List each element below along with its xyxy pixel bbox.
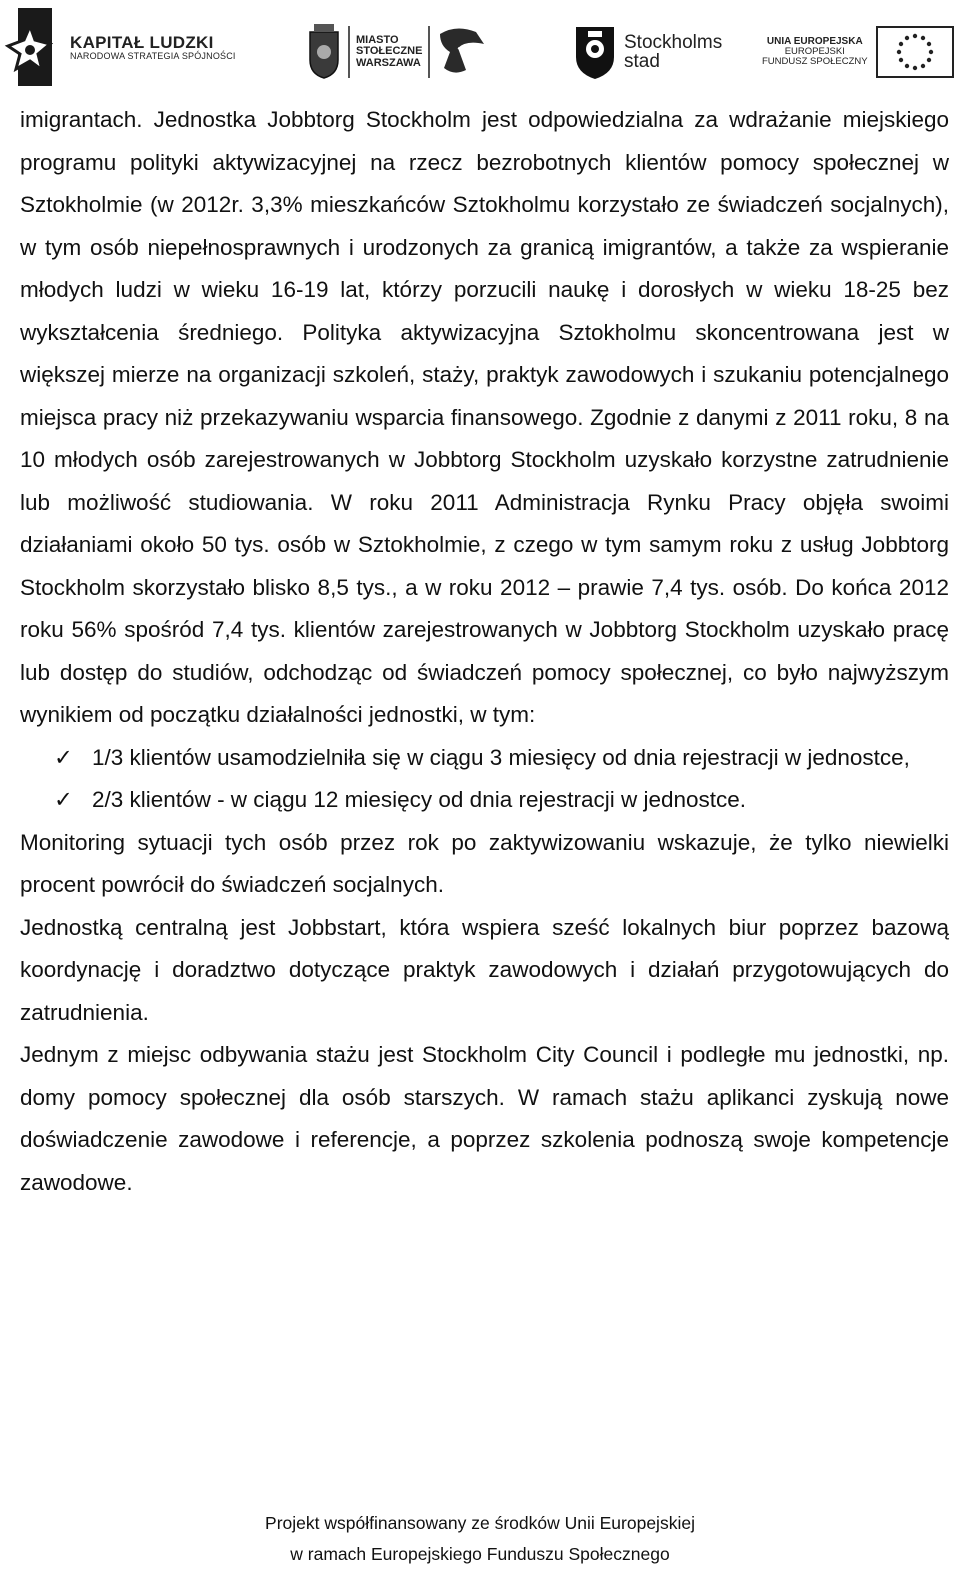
check-icon: ✓ xyxy=(54,787,73,812)
logo-bar xyxy=(0,0,960,96)
ue-line3: FUNDUSZ SPOŁECZNY xyxy=(762,56,868,68)
ue-line1: UNIA EUROPEJSKA xyxy=(766,35,863,47)
paragraph-monitoring: Monitoring sytuacji tych osób przez rok po zaktywizowaniu wskazuje, że tylko niewielki procent powrócił do świadczeń socjalnych. xyxy=(20,829,949,897)
stockholm-line1: Stockholms xyxy=(624,32,723,53)
warszawa-crest-icon xyxy=(306,24,342,80)
check-icon: ✓ xyxy=(54,744,73,770)
footer-line2: w ramach Europejskiego Funduszu Społecznego xyxy=(290,1544,670,1564)
warszawa-line2: STOŁECZNE xyxy=(356,45,423,58)
kapital-ludzki-emblem-icon xyxy=(4,6,54,90)
warszawa-logo xyxy=(306,22,488,82)
paragraph-staz: Jednym z miejsc odbywania stażu jest Stockholm City Council i podległe mu jednostki, np. domy pomocy społecznej dla osób starszych. W ramach stażu aplikanci zyskują nowe doświadczenie zawodowe i referencje, a poprzez szkolenia podnoszą swoje kompetencje zawodowe. xyxy=(20,1042,949,1195)
check-list-item xyxy=(20,737,949,780)
ue-line2: EUROPEJSKI xyxy=(784,46,845,58)
check-list-item xyxy=(20,779,949,822)
check-item-text: 2/3 klientów - w ciągu 12 miesięcy od dnia rejestracji w jednostce. xyxy=(92,787,747,812)
stockholm-line2: stad xyxy=(624,51,660,72)
warszawa-siren-icon xyxy=(436,24,488,80)
paragraph-jobbtorg: imigrantach. Jednostka Jobbtorg Stockholm jest odpowiedzialna za wdrażanie miejskiego programu polityki aktywizacyjnej na rzecz bezrobotnych klientów pomocy społecznej w Sztokholmie (w 2012r. 3,3% mieszkańców Sztokholmu korzystało ze świadczeń socjalnych), w tym osób niepełnosprawnych i urodzonych za granicą imigrantów, a także za wspieranie młodych ludzi w wieku 16-19 lat, którzy porzucili naukę i dorosłych w wieku 18-25 bez wykształcenia średniego. Polityka aktywizacyjna Sztokholmu skoncentrowana jest w większej mierze na organizacji szkoleń, staży, praktyk zawodowych i szukaniu potencjalnego miejsca pracy niż przekazywaniu wsparcia finansowego. Zgodnie z danymi z 2011 roku, 8 na 10 młodych osób zarejestrowanych w Jobbtorg Stockholm uzyskało korzystne zatrudnienie lub możliwość studiowania. W roku 2011 Administracja Rynku Pracy objęła swoimi działaniami około 50 tys. osób w Sztokholmie, z czego w tym samym roku z usług Jobbtorg Stockholm skorzystało blisko 8,5 tys., a w roku 2012 – prawie 7,4 tys. osób. Do końca 2012 roku 56% spośród 7,4 tys. klientów zarejestrowanych w Jobbtorg Stockholm uzyskało pracę lub dostęp do studiów, odchodząc od świadczeń pomocy społecznej, co było najwyższym wynikiem od początku działalności jednostki, w tym: xyxy=(20,107,949,727)
footer-line1: Projekt współfinansowany ze środków Unii Europejskiej xyxy=(265,1513,695,1533)
paragraph-jobbstart: Jednostką centralną jest Jobbstart, która wspiera sześć lokalnych biur poprzez bazową koordynację i doradztwo dotyczące praktyk zawodowych i działań przygotowujących do zatrudnienia. xyxy=(20,914,949,1025)
unia-europejska-logo xyxy=(762,26,954,78)
check-item-text: 1/3 klientów usamodzielniła się w ciągu 3 miesięcy od dnia rejestracji w jednostce, xyxy=(92,744,910,770)
stockholms-stad-logo xyxy=(574,22,722,82)
document-body xyxy=(20,99,949,1204)
page-footer xyxy=(0,1508,960,1570)
warszawa-line1: MIASTO xyxy=(356,33,399,46)
stockholm-crest-icon xyxy=(574,23,616,81)
warszawa-separator-2 xyxy=(428,26,430,78)
kapital-ludzki-subtitle: NARODOWA STRATEGIA SPÓJNOŚCI xyxy=(70,51,236,62)
warszawa-line3: WARSZAWA xyxy=(356,56,421,69)
eu-flag-icon xyxy=(876,26,954,78)
kapital-ludzki-logo xyxy=(4,6,236,90)
warszawa-separator xyxy=(348,26,350,78)
kapital-ludzki-title: KAPITAŁ LUDZKI xyxy=(70,33,214,53)
